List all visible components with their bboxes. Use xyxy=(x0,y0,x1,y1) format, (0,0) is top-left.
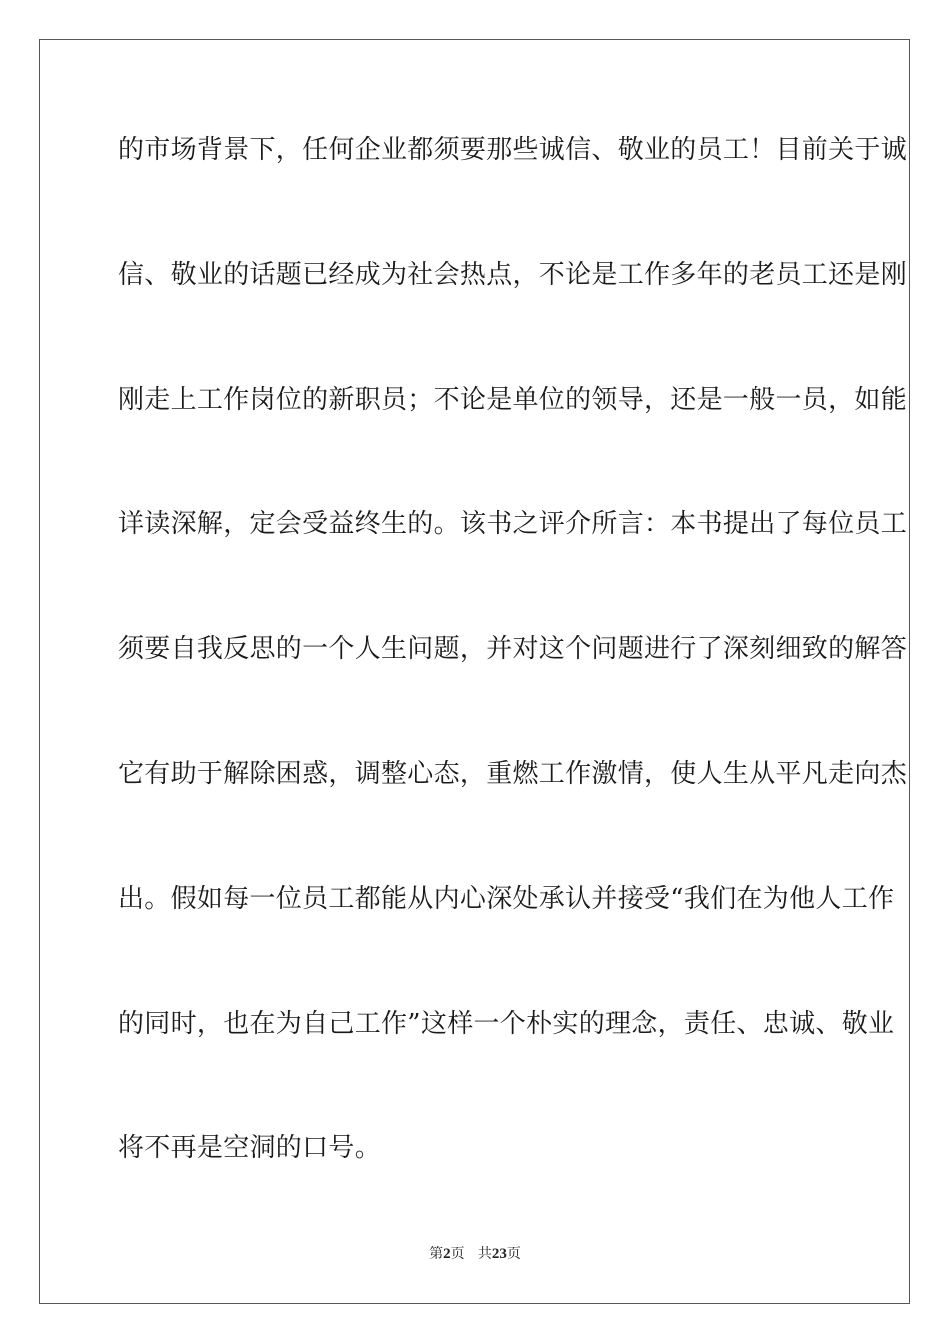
current-page-number: 2 xyxy=(443,1246,451,1262)
text-line-1: 的市场背景下，任何企业都须要那些诚信、敬业的员工！目前关于诚 xyxy=(118,135,908,165)
page-suffix: 页 xyxy=(450,1246,465,1262)
page-footer xyxy=(0,1243,950,1263)
document-body xyxy=(118,124,908,1247)
page-prefix: 第 xyxy=(429,1246,444,1262)
text-line-8: 的同时，也在为自己工作”这样一个朴实的理念，责任、忠诚、敬业 xyxy=(118,1008,895,1039)
text-line-9: 将不再是空洞的口号。 xyxy=(118,1133,382,1164)
text-line-2: 信、敬业的话题已经成为社会热点，不论是工作多年的老员工还是刚 xyxy=(118,259,908,290)
text-line-6: 它有助于解除困惑，调整心态，重燃工作激情，使人生从平凡走向杰 xyxy=(118,758,908,789)
text-line-5: 须要自我反思的一个人生问题，并对这个问题进行了深刻细致的解答 xyxy=(118,634,908,665)
text-line-4: 详读深解，定会受益终生的。该书之评介所言：本书提出了每位员工 xyxy=(118,509,908,540)
text-line-3: 刚走上工作岗位的新职员；不论是单位的领导，还是一般一员，如能 xyxy=(118,384,908,415)
total-pages-number: 23 xyxy=(491,1246,507,1262)
total-suffix: 页 xyxy=(506,1246,521,1262)
text-line-7: 出。假如每一位员工都能从内心深处承认并接受“我们在为他人工作 xyxy=(118,883,895,914)
total-prefix: 共 xyxy=(477,1246,492,1262)
